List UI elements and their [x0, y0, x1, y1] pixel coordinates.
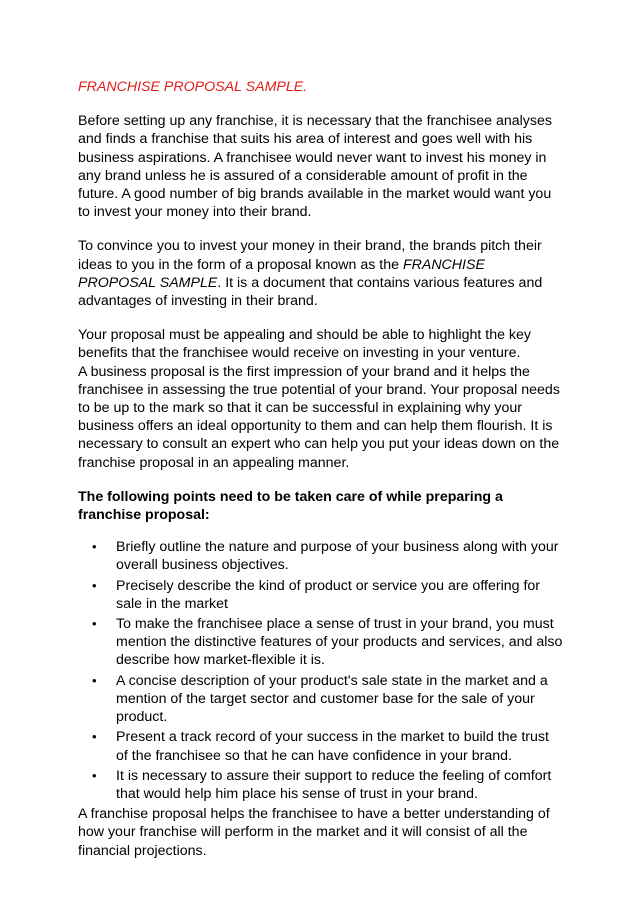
intro-paragraph: Before setting up any franchise, it is necessary that the franchisee analyses and finds a franchise that suits his area of interest and goes well with his business aspirations. A franchisee would never want to invest his money in any brand unless he is assured of a considerable amount of profit in the future. A good number of big brands available in the market would want you to invest your money into their brand.: [78, 113, 552, 221]
appeal-paragraph: Your proposal must be appealing and should be able to highlight the key benefits that the franchisee would receive on investing in your venture.: [78, 327, 532, 362]
proposal-definition-text-start: To convince you to invest your money in their brand, the brands pitch their ideas to you in the form of a proposal known as the: [78, 238, 542, 273]
list-item-text: To make the franchisee place a sense of trust in your brand, you must mention the distinctive features of your products and services, and also describe how market-flexible it is.: [116, 616, 563, 669]
points-list: [78, 538, 564, 803]
bullet-icon: •: [92, 539, 97, 555]
proposal-definition-text-end: . It is a document that contains various features and advantages of investing in their brand.: [78, 274, 543, 310]
points-heading: The following points need to be taken care of while preparing a franchise proposal:: [78, 488, 503, 524]
proposal-definition-paragraph: [78, 237, 564, 310]
bullet-icon: •: [92, 616, 97, 632]
list-item: [92, 767, 564, 803]
list-item: [92, 728, 564, 764]
proposal-definition-emphasis: FRANCHISE PROPOSAL SAMPLE: [78, 256, 485, 291]
list-item: [92, 615, 564, 670]
document-title: FRANCHISE PROPOSAL SAMPLE.: [78, 79, 308, 95]
list-item: [92, 672, 564, 727]
bullet-icon: •: [92, 577, 97, 593]
document-page: [78, 78, 564, 860]
bullet-icon: •: [92, 729, 97, 745]
first-impression-paragraph: A business proposal is the first impression of your brand and it helps the franchisee in assessing the true potential of your brand. Your proposal needs to be up to the mark so that it can be successful in explaining why your business offers an ideal opportunity to them and can help them flourish. It is necessary to consult an expert who can help you put your ideas down on the franchise proposal in an appealing manner.: [78, 363, 560, 471]
closing-paragraph: A franchise proposal helps the franchisee to have a better understanding of how your franchise will perform in the market and it will consist of all the financial projections.: [78, 806, 550, 859]
list-item-text: It is necessary to assure their support to reduce the feeling of comfort that would help him place his sense of trust in your brand.: [116, 767, 552, 802]
list-item: [92, 538, 564, 574]
list-item-text: Present a track record of your success in the market to build the trust of the franchisee so that he can have confidence in your brand.: [116, 729, 549, 764]
list-item: [92, 577, 564, 613]
list-item-text: Precisely describe the kind of product or service you are offering for sale in the market: [116, 577, 540, 612]
bullet-icon: •: [92, 672, 97, 688]
list-item-text: Briefly outline the nature and purpose of your business along with your overall business objectives.: [116, 539, 559, 574]
bullet-icon: •: [92, 767, 97, 783]
list-item-text: A concise description of your product's sale state in the market and a mention of the target sector and customer base for the sale of your product.: [116, 672, 548, 726]
